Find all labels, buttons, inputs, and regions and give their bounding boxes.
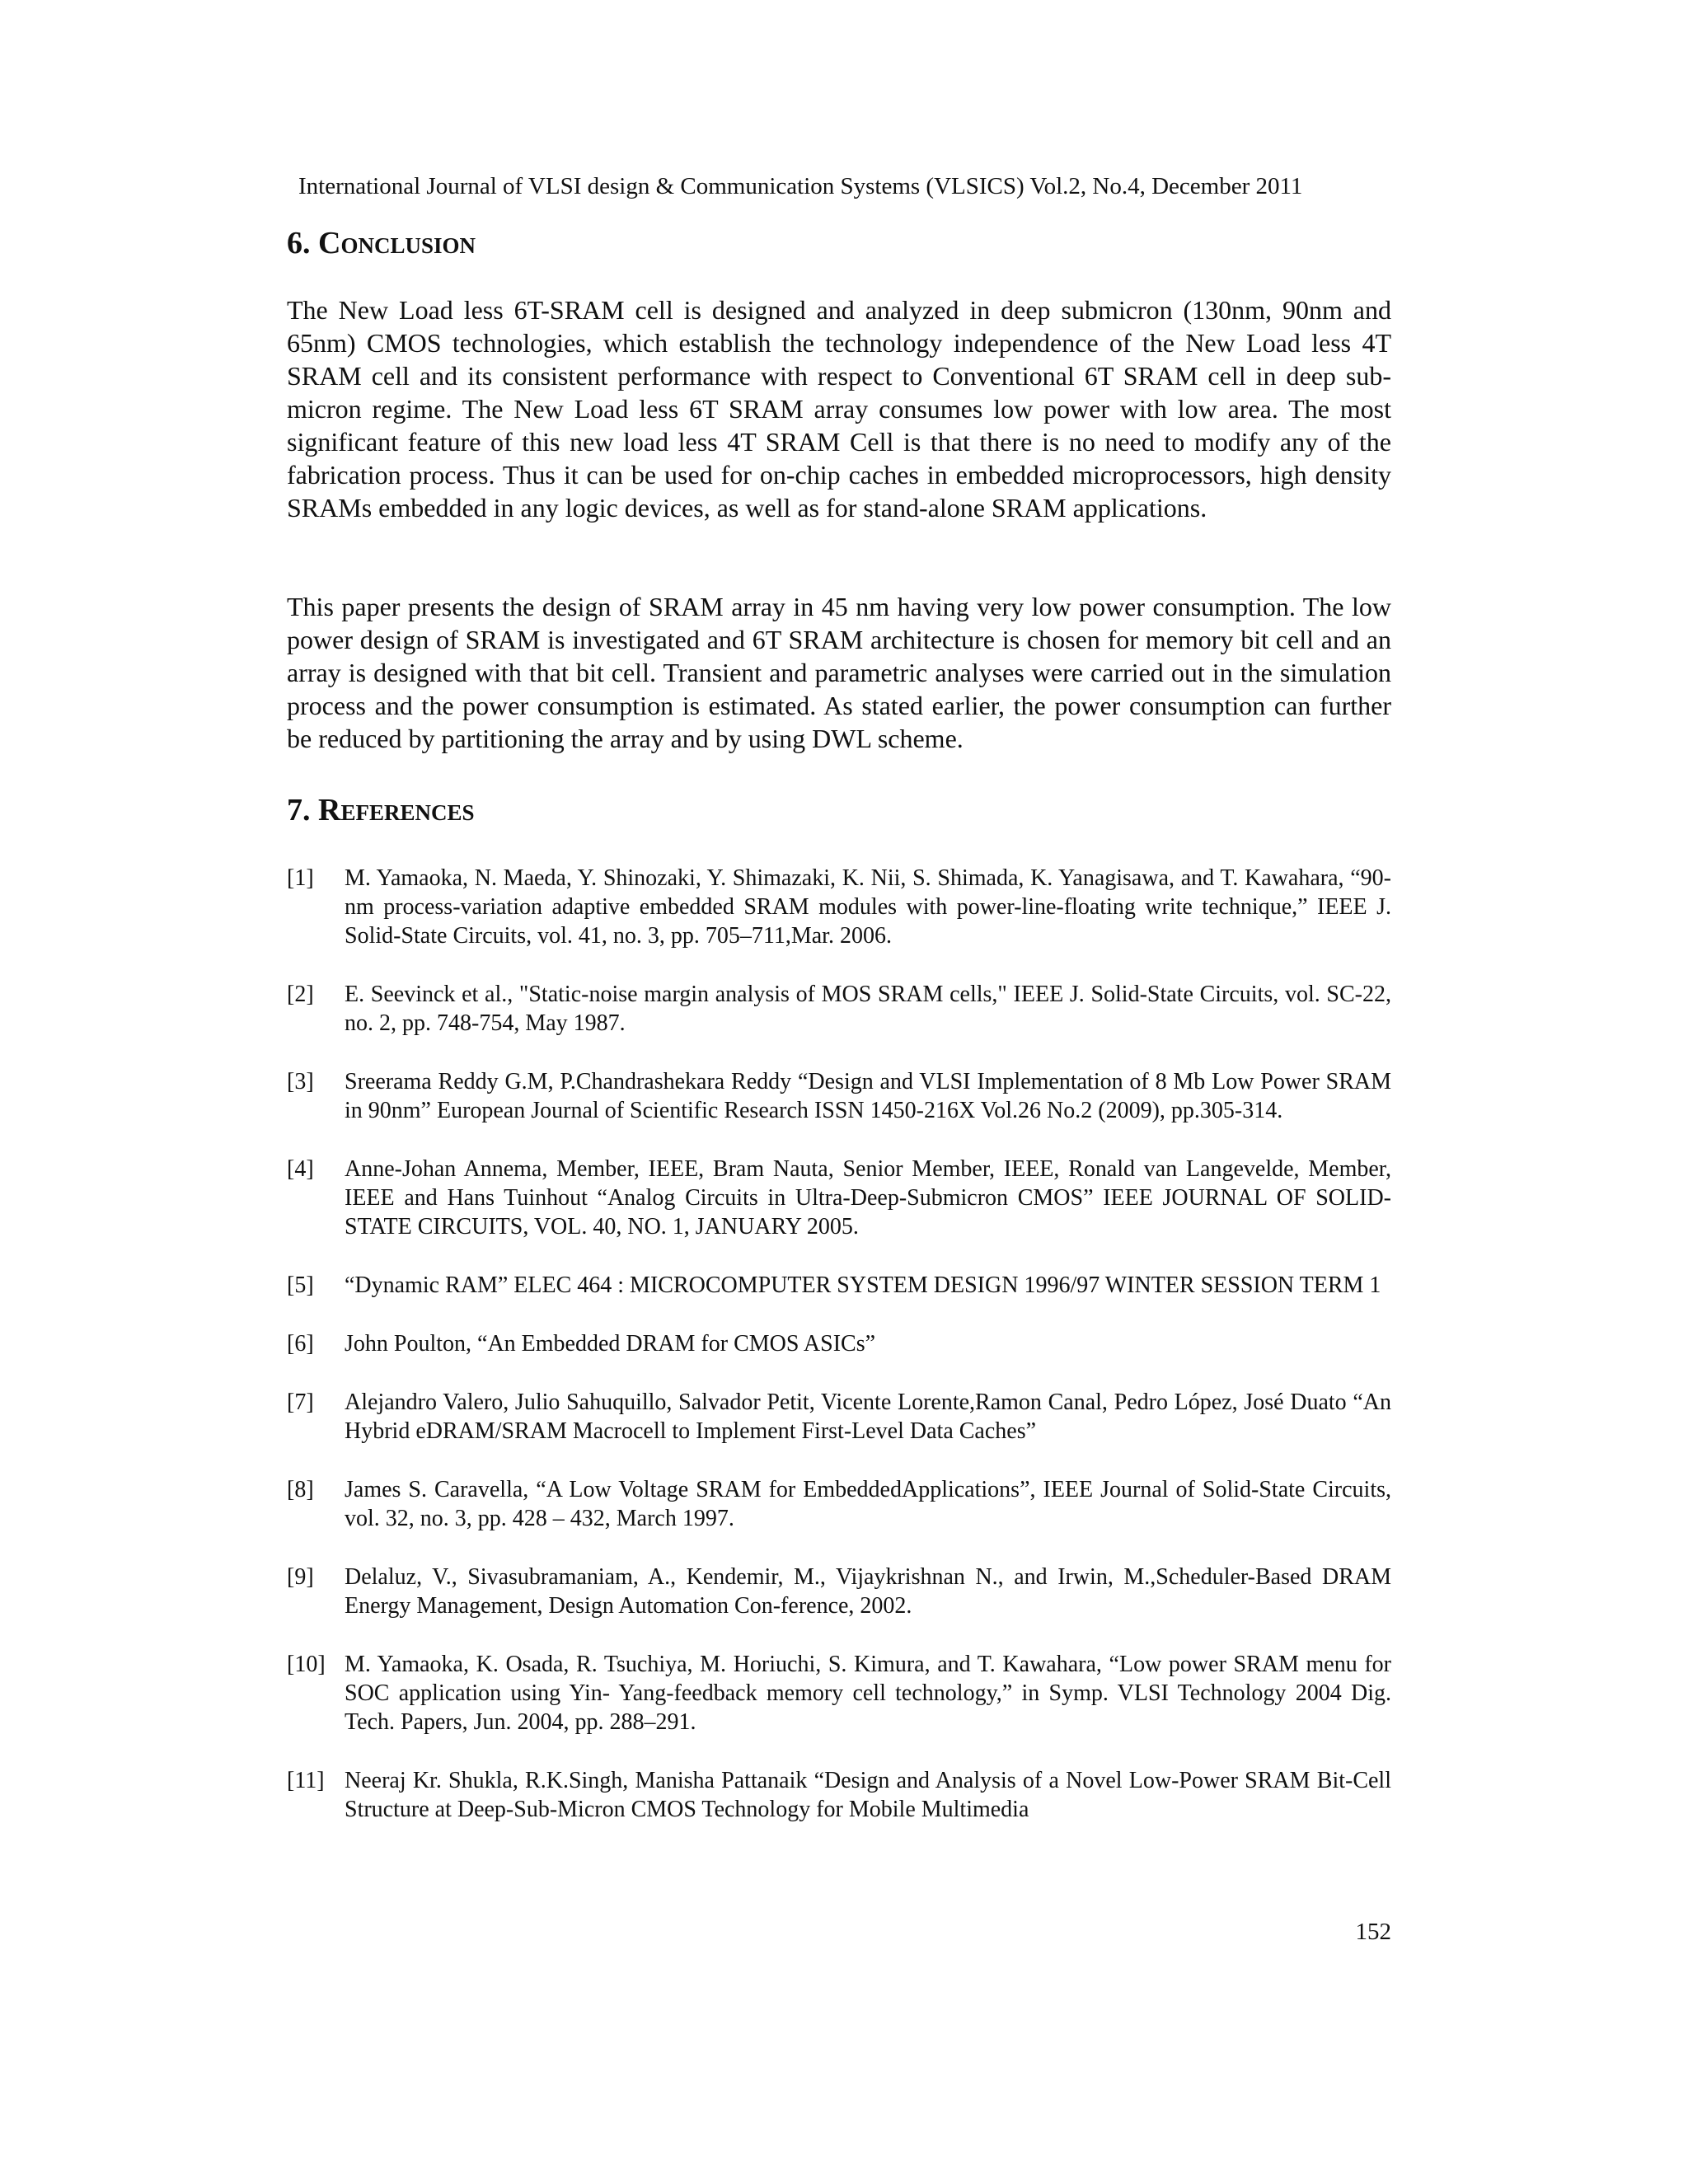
reference-text: James S. Caravella, “A Low Voltage SRAM for EmbeddedApplications”, IEEE Journal of Solid-State Circuits, vol. 32, no. 3, pp. 428 – 432, March 1997.	[345, 1477, 1391, 1531]
reference-number: [6]	[287, 1331, 314, 1357]
reference-number: [3]	[287, 1069, 314, 1094]
reference-item	[287, 1650, 1391, 1736]
reference-number: [1]	[287, 865, 314, 891]
reference-text: Neeraj Kr. Shukla, R.K.Singh, Manisha Pattanaik “Design and Analysis of a Novel Low-Power SRAM Bit-Cell Structure at Deep-Sub-Micron CMOS Technology for Mobile Multimedia	[345, 1768, 1391, 1822]
reference-item	[287, 1271, 1391, 1300]
reference-number: [7]	[287, 1390, 314, 1415]
reference-text: Sreerama Reddy G.M, P.Chandrashekara Reddy “Design and VLSI Implementation of 8 Mb Low Power SRAM in 90nm” European Journal of Scientific Research ISSN 1450-216X Vol.26 No.2 (2009), pp.305-314.	[345, 1069, 1391, 1123]
reference-text: M. Yamaoka, N. Maeda, Y. Shinozaki, Y. Shimazaki, K. Nii, S. Shimada, K. Yanagisawa, and T. Kawahara, “90-nm process-variation adaptive embedded SRAM modules with power-line-floating write technique,” IEEE J. Solid-State Circuits, vol. 41, no. 3, pp. 705–711,Mar. 2006.	[345, 865, 1391, 949]
references-number: 7.	[287, 793, 318, 827]
reference-item	[287, 1329, 1391, 1358]
running-header: International Journal of VLSI design & Communication Systems (VLSICS) Vol.2, No.4, December 2011	[298, 173, 1303, 199]
reference-number: [8]	[287, 1477, 314, 1502]
reference-list	[287, 864, 1391, 1854]
reference-item	[287, 1766, 1391, 1824]
conclusion-heading	[287, 224, 476, 262]
conclusion-title: Conclusion	[318, 226, 476, 260]
reference-number: [11]	[287, 1768, 325, 1793]
reference-text: John Poulton, “An Embedded DRAM for CMOS ASICs”	[345, 1331, 876, 1357]
reference-text: Delaluz, V., Sivasubramaniam, A., Kendemir, M., Vijaykrishnan N., and Irwin, M.,Scheduler-Based DRAM Energy Management, Design Automation Con-ference, 2002.	[345, 1564, 1391, 1619]
reference-item	[287, 1475, 1391, 1533]
reference-text: “Dynamic RAM” ELEC 464 : MICROCOMPUTER SYSTEM DESIGN 1996/97 WINTER SESSION TERM 1	[345, 1272, 1381, 1298]
reference-number: [9]	[287, 1564, 314, 1590]
reference-text: Anne-Johan Annema, Member, IEEE, Bram Nauta, Senior Member, IEEE, Ronald van Langevelde, Member, IEEE and Hans Tuinhout “Analog Circuits in Ultra-Deep-Submicron CMOS” IEEE JOURNAL OF SOLID-STATE CIRCUITS, VOL. 40, NO. 1, JANUARY 2005.	[345, 1156, 1391, 1240]
reference-item	[287, 1155, 1391, 1241]
reference-text: E. Seevinck et al., "Static-noise margin analysis of MOS SRAM cells," IEEE J. Solid-State Circuits, vol. SC-22, no. 2, pp. 748-754, May 1987.	[345, 982, 1391, 1036]
references-heading	[287, 791, 474, 829]
conclusion-paragraph: This paper presents the design of SRAM array in 45 nm having very low power consumption. The low power design of SRAM is investigated and 6T SRAM architecture is chosen for memory bit cell and an array is designed with that bit cell. Transient and parametric analyses were carried out in the simulation process and the power consumption is estimated. As stated earlier, the power consumption can further be reduced by partitioning the array and by using DWL scheme.	[287, 592, 1391, 753]
reference-item	[287, 864, 1391, 950]
reference-item	[287, 1067, 1391, 1125]
references-title: References	[318, 793, 475, 827]
reference-text: M. Yamaoka, K. Osada, R. Tsuchiya, M. Horiuchi, S. Kimura, and T. Kawahara, “Low power SRAM menu for SOC application using Yin- Yang-feedback memory cell technology,” in Symp. VLSI Technology 2004 Dig. Tech. Papers, Jun. 2004, pp. 288–291.	[345, 1652, 1391, 1735]
reference-number: [2]	[287, 982, 314, 1007]
reference-item	[287, 1388, 1391, 1446]
conclusion-paragraph: The New Load less 6T-SRAM cell is designed and analyzed in deep submicron (130nm, 90nm and 65nm) CMOS technologies, which establish the technology independence of the New Load less 4T SRAM cell and its consistent performance with respect to Conventional 6T SRAM cell in deep sub-micron regime. The New Load less 6T SRAM array consumes low power with low area. The most significant feature of this new load less 4T SRAM Cell is that there is no need to modify any of the fabrication process. Thus it can be used for on-chip caches in embedded microprocessors, high density SRAMs embedded in any logic devices, as well as for stand-alone SRAM applications.	[287, 295, 1391, 523]
reference-number: [10]	[287, 1652, 326, 1677]
reference-number: [4]	[287, 1156, 314, 1182]
conclusion-number: 6.	[287, 226, 318, 260]
reference-text: Alejandro Valero, Julio Sahuquillo, Salvador Petit, Vicente Lorente,Ramon Canal, Pedro López, José Duato “An Hybrid eDRAM/SRAM Macrocell to Implement First-Level Data Caches”	[345, 1390, 1391, 1444]
page-number: 152	[1355, 1919, 1391, 1945]
reference-item	[287, 1563, 1391, 1620]
reference-number: [5]	[287, 1272, 314, 1298]
reference-item	[287, 980, 1391, 1038]
